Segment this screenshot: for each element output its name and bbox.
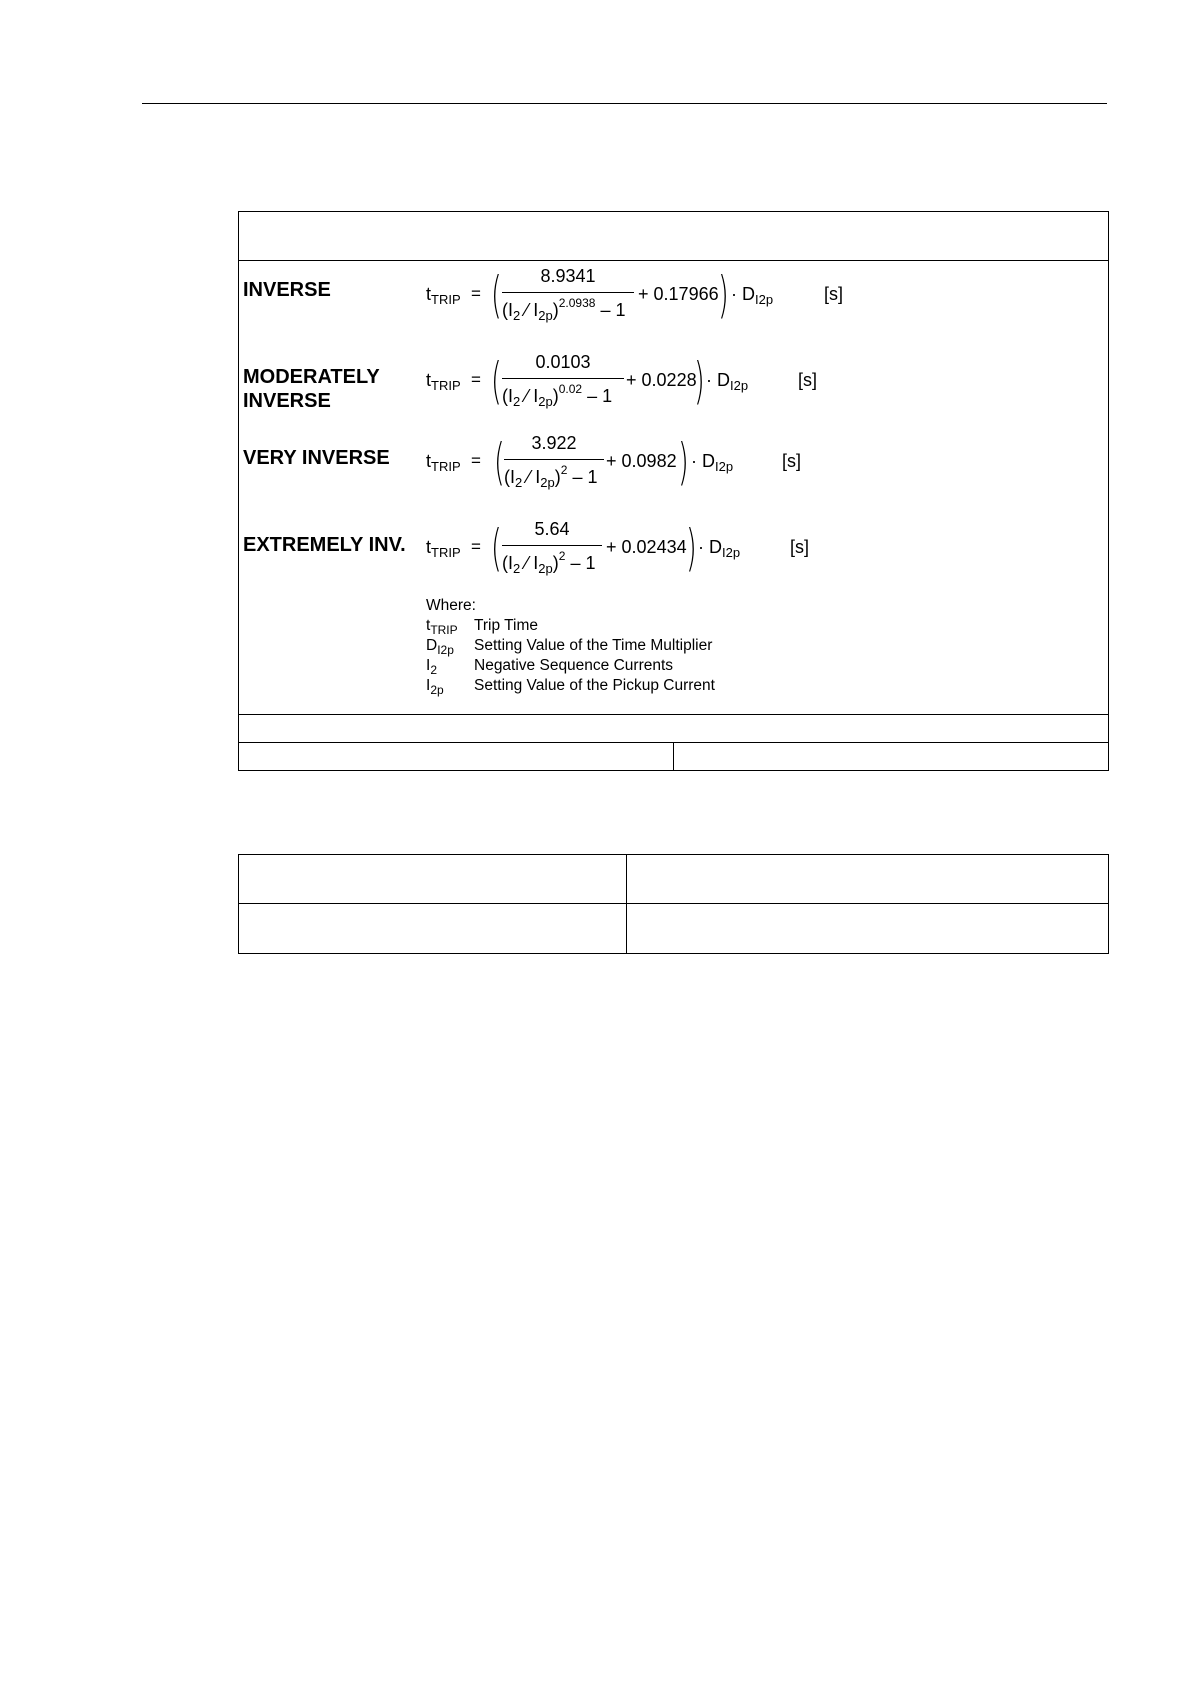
additive-constant: + 0.02434: [606, 537, 687, 557]
legend-description: Setting Value of the Pickup Current: [474, 677, 715, 694]
fraction-bar: [504, 459, 604, 460]
unit-seconds: [s]: [798, 370, 818, 390]
equation-inverse: [426, 266, 846, 334]
right-parenthesis: ): [718, 266, 729, 324]
secondary-table-row-divider: [238, 903, 1109, 904]
left-parenthesis: (: [491, 352, 502, 410]
legend-description: Trip Time: [474, 617, 539, 634]
time-multiplier: · $D_{I2p}$: [691, 451, 734, 474]
denominator: ($I_2$ ⁄ $I_{2p})^{0.02} - 1$: [502, 382, 613, 409]
additive-constant: + 0.0228: [626, 370, 697, 390]
legend-symbol: $I_{2p}$: [426, 677, 444, 697]
secondary-table-column-divider: [626, 854, 627, 954]
legend-description: Negative Sequence Currents: [474, 657, 674, 674]
equation-moderately-inverse: [426, 352, 846, 420]
table-header-divider: [238, 260, 1109, 261]
legend-symbol: $I_2$: [426, 657, 437, 677]
left-parenthesis: (: [491, 519, 502, 577]
legend-symbol: $D_{I2p}$: [426, 637, 454, 657]
table-footer-column-divider: [673, 742, 674, 771]
header-rule: [142, 103, 1107, 104]
additive-constant: + 0.0982: [606, 451, 677, 471]
legend-symbol: $t_{TRIP}$: [426, 617, 458, 637]
unit-seconds: [s]: [824, 284, 844, 304]
denominator: ($I_2$ ⁄ $I_{2p})^2 - 1$: [502, 549, 596, 576]
equals-sign: =: [471, 284, 481, 303]
curve-name-very-inverse: VERY INVERSE: [243, 447, 390, 469]
denominator: ($I_2$ ⁄ $I_{2p})^{2.0938} - 1$: [502, 296, 626, 323]
legend-description: Setting Value of the Time Multiplier: [474, 637, 713, 654]
equals-sign: =: [471, 370, 481, 389]
fraction-bar: [502, 378, 624, 379]
secondary-table: [238, 854, 1109, 954]
left-parenthesis: (: [491, 266, 502, 324]
numerator: 0.0103: [535, 352, 591, 372]
right-parenthesis: ): [694, 352, 705, 410]
legend-item-i2: [426, 656, 674, 677]
fraction-bar: [502, 292, 634, 293]
unit-seconds: [s]: [782, 451, 802, 471]
time-multiplier: · $D_{I2p}$: [731, 284, 774, 307]
t-trip-symbol: $t_{TRIP}$: [426, 451, 461, 474]
t-trip-symbol: $t_{TRIP}$: [426, 370, 461, 393]
curve-name-moderately-inverse: MODERATELY INVERSE: [243, 366, 380, 412]
legend-item-i2p: [426, 676, 715, 697]
curve-name-inverse: INVERSE: [243, 279, 331, 301]
time-multiplier: · $D_{I2p}$: [698, 537, 741, 560]
curve-name-extremely-inverse: EXTREMELY INV.: [243, 534, 406, 556]
left-parenthesis: (: [494, 433, 505, 491]
equals-sign: =: [471, 451, 481, 470]
variable-legend: [426, 596, 715, 697]
equals-sign: =: [471, 537, 481, 556]
time-multiplier: · $D_{I2p}$: [706, 370, 749, 393]
t-trip-symbol: $t_{TRIP}$: [426, 284, 461, 307]
denominator: ($I_2$ ⁄ $I_{2p})^2 - 1$: [504, 463, 598, 490]
additive-constant: + 0.17966: [638, 284, 719, 304]
equation-extremely-inverse: [426, 519, 846, 587]
legend-title: Where:: [426, 597, 476, 614]
fraction-bar: [502, 545, 602, 546]
numerator: 5.64: [534, 519, 570, 539]
numerator: 3.922: [531, 433, 577, 453]
equation-very-inverse: [426, 433, 846, 501]
table-footer-divider-1: [238, 714, 1109, 715]
t-trip-symbol: $t_{TRIP}$: [426, 537, 461, 560]
unit-seconds: [s]: [790, 537, 810, 557]
numerator: 8.9341: [540, 266, 596, 286]
legend-item-d-i2p: [426, 636, 713, 657]
right-parenthesis: ): [678, 433, 689, 491]
right-parenthesis: ): [686, 519, 697, 577]
legend-item-t-trip: [426, 616, 539, 637]
